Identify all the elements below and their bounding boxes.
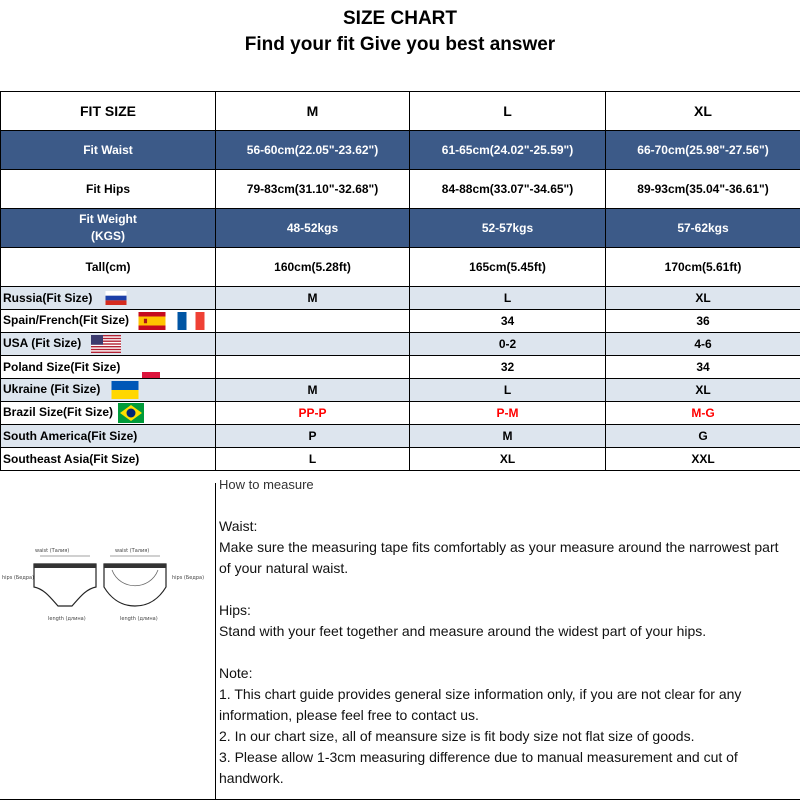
row-label: Brazil Size(Fit Size) — [3, 405, 114, 420]
cell-m: 160cm(5.28ft) — [216, 248, 410, 287]
cell-l: 165cm(5.45ft) — [410, 248, 606, 287]
cell-m: 79-83cm(31.10"-32.68") — [216, 170, 410, 209]
cell-l: 34 — [410, 310, 606, 333]
cell-m: M — [216, 287, 410, 310]
row-label-cell — [1, 402, 216, 425]
spain-flag-icon — [138, 312, 166, 330]
cell-xl: XXL — [606, 448, 800, 471]
row-label: Poland Size(Fit Size) — [3, 360, 121, 374]
cell-m: M — [216, 379, 410, 402]
row-label: Southeast Asia(Fit Size) — [1, 448, 216, 471]
row-label — [1, 209, 216, 248]
row-label: Russia(Fit Size) — [3, 290, 93, 305]
waist-text: Make sure the measuring tape fits comfortably as your measure around the narrowest part of your natural waist. — [219, 539, 779, 576]
table-header-row — [1, 92, 800, 131]
brief-back-icon — [104, 556, 166, 606]
measure-guide-section — [0, 477, 800, 800]
row-label-cell — [1, 333, 216, 356]
cell-m: PP-P — [216, 402, 410, 425]
length-label-front: length (длина) — [48, 616, 86, 622]
hips-title: Hips: — [219, 602, 251, 618]
note-1: 1. This chart guide provides general size information only, if you are not clear for any information, please feel free to contact us. — [219, 686, 742, 723]
cell-l: L — [410, 379, 606, 402]
cell-xl: 66-70cm(25.98"-27.56") — [606, 131, 800, 170]
divider — [215, 483, 216, 800]
waist-label-front: waist (Талия) — [35, 548, 70, 554]
cell-l: P-M — [410, 402, 606, 425]
cell-l: 0-2 — [410, 333, 606, 356]
cell-m: P — [216, 425, 410, 448]
poland-flag-icon — [136, 366, 166, 378]
russia-flag-icon — [102, 291, 130, 305]
hips-label-back: hips (Бедра) — [172, 575, 205, 581]
row-label-cell — [1, 379, 216, 402]
size-chart-table — [0, 91, 800, 471]
cell-xl: 4-6 — [606, 333, 800, 356]
table-row-ukraine — [1, 379, 800, 402]
how-to-measure-heading: How to measure — [219, 477, 314, 492]
cell-l: 32 — [410, 356, 606, 379]
cell-m: 56-60cm(22.05"-23.62") — [216, 131, 410, 170]
row-label: Spain/French(Fit Size) — [3, 313, 130, 328]
table-row-tall — [1, 248, 800, 287]
usa-flag-icon — [91, 335, 121, 353]
cell-xl: 36 — [606, 310, 800, 333]
brief-front-icon — [34, 556, 96, 606]
cell-l: 84-88cm(33.07"-34.65") — [410, 170, 606, 209]
row-label-cell — [1, 310, 216, 333]
page-title: SIZE CHART — [343, 8, 457, 29]
header-cell-xl: XL — [606, 92, 800, 131]
cell-m: 48-52kgs — [216, 209, 410, 248]
table-row-russia — [1, 287, 800, 310]
brazil-flag-icon — [118, 403, 144, 423]
table-row-waist — [1, 131, 800, 170]
cell-l: L — [410, 287, 606, 310]
cell-l: 52-57kgs — [410, 209, 606, 248]
cell-xl: 89-93cm(35.04"-36.61") — [606, 170, 800, 209]
row-label: Fit Hips — [1, 170, 216, 209]
table-row-poland — [1, 356, 800, 379]
cell-l: 61-65cm(24.02"-25.59") — [410, 131, 606, 170]
row-label-line2: (KGS) — [91, 229, 125, 243]
underwear-diagram — [0, 543, 215, 633]
cell-l: XL — [410, 448, 606, 471]
note-2: 2. In our chart size, all of meansure size is fit body size not flat size of goods. — [219, 728, 695, 744]
table-row-weight — [1, 209, 800, 248]
cell-xl: XL — [606, 379, 800, 402]
header-cell-fit-size: FIT SIZE — [1, 92, 216, 131]
cell-xl: XL — [606, 287, 800, 310]
header — [0, 0, 800, 92]
cell-m — [216, 310, 410, 333]
header-cell-l: L — [410, 92, 606, 131]
row-label-cell — [1, 356, 216, 379]
page-subtitle: Find your fit Give you best answer — [244, 34, 556, 55]
header-cell-m: M — [216, 92, 410, 131]
row-label: South America(Fit Size) — [1, 425, 216, 448]
row-label: USA (Fit Size) — [3, 336, 82, 351]
waist-label-back: waist (Талия) — [115, 548, 150, 554]
row-label-line1: Fit Weight — [79, 212, 137, 226]
table-row-southeast-asia — [1, 448, 800, 471]
cell-m: L — [216, 448, 410, 471]
cell-xl: G — [606, 425, 800, 448]
table-row-spain-france — [1, 310, 800, 333]
france-flag-icon — [176, 312, 206, 330]
row-label: Tall(cm) — [1, 248, 216, 287]
cell-xl: 34 — [606, 356, 800, 379]
table-row-usa — [1, 333, 800, 356]
row-label: Fit Waist — [1, 131, 216, 170]
table-row-south-america — [1, 425, 800, 448]
cell-xl: 57-62kgs — [606, 209, 800, 248]
hips-label-front: hips (Бедра) — [2, 575, 35, 581]
cell-l: M — [410, 425, 606, 448]
table-row-hips — [1, 170, 800, 209]
table-row-brazil — [1, 402, 800, 425]
hips-text: Stand with your feet together and measure around the widest part of your hips. — [219, 623, 707, 639]
note-3: 3. Please allow 1-3cm measuring difference due to manual measurement and cut of handwork. — [219, 749, 738, 786]
row-label: Ukraine (Fit Size) — [3, 382, 101, 397]
cell-m — [216, 356, 410, 379]
waist-title: Waist: — [219, 518, 258, 534]
note-title: Note: — [219, 665, 253, 681]
row-label-cell — [1, 287, 216, 310]
cell-m — [216, 333, 410, 356]
length-label-back: length (длина) — [120, 616, 158, 622]
ukraine-flag-icon — [110, 381, 140, 399]
cell-xl: 170cm(5.61ft) — [606, 248, 800, 287]
cell-xl: M-G — [606, 402, 800, 425]
